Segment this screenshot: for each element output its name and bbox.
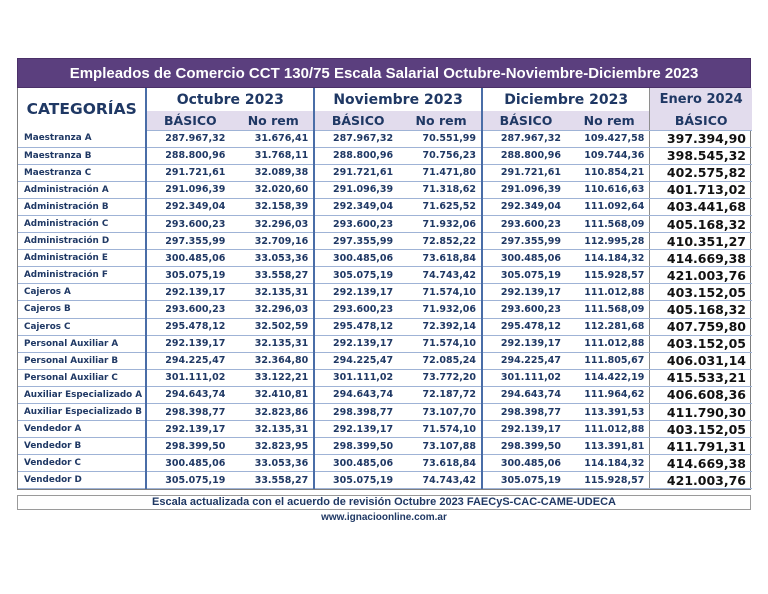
table-row	[18, 181, 752, 198]
table-row	[18, 369, 752, 386]
octubre-basico-cell: 291.096,39	[146, 181, 233, 198]
octubre-norem-cell: 31.676,41	[233, 130, 314, 147]
noviembre-basico-cell: 301.111,02	[314, 369, 401, 386]
octubre-norem-cell: 33.053,36	[233, 250, 314, 267]
octubre-basico-cell: 293.600,23	[146, 301, 233, 318]
octubre-basico-cell: 295.478,12	[146, 318, 233, 335]
category-cell: Maestranza A	[18, 130, 146, 147]
octubre-basico-cell: 294.643,74	[146, 386, 233, 403]
enero-basico-cell: 411.790,30	[650, 404, 752, 421]
diciembre-basico-cell: 294.643,74	[482, 386, 569, 403]
enero-header: Enero 2024	[650, 88, 752, 111]
enero-basico-cell: 403.152,05	[650, 421, 752, 438]
diciembre-basico-cell: 291.721,61	[482, 164, 569, 181]
octubre-basico-cell: 292.139,17	[146, 335, 233, 352]
diciembre-norem-cell: 115.928,57	[569, 472, 650, 489]
enero-basico-cell: 403.152,05	[650, 284, 752, 301]
octubre-basico-cell: 291.721,61	[146, 164, 233, 181]
noviembre-basico-header: BÁSICO	[314, 111, 401, 130]
enero-basico-cell: 411.791,31	[650, 438, 752, 455]
enero-basico-cell: 415.533,21	[650, 369, 752, 386]
noviembre-norem-cell: 70.551,99	[401, 130, 482, 147]
diciembre-basico-cell: 291.096,39	[482, 181, 569, 198]
diciembre-norem-cell: 114.184,32	[569, 455, 650, 472]
footer-note: Escala actualizada con el acuerdo de revisión Octubre 2023 FAECyS-CAC-CAME-UDECA	[17, 495, 751, 510]
category-cell: Personal Auxiliar B	[18, 352, 146, 369]
octubre-norem-cell: 33.558,27	[233, 472, 314, 489]
octubre-norem-cell: 32.296,03	[233, 301, 314, 318]
octubre-norem-cell: 32.364,80	[233, 352, 314, 369]
octubre-norem-cell: 33.053,36	[233, 455, 314, 472]
table-row	[18, 267, 752, 284]
category-cell: Administración F	[18, 267, 146, 284]
noviembre-norem-cell: 74.743,42	[401, 267, 482, 284]
noviembre-basico-cell: 293.600,23	[314, 215, 401, 232]
diciembre-norem-cell: 109.427,58	[569, 130, 650, 147]
octubre-basico-cell: 305.075,19	[146, 267, 233, 284]
diciembre-basico-cell: 297.355,99	[482, 233, 569, 250]
diciembre-norem-cell: 115.928,57	[569, 267, 650, 284]
enero-basico-header: BÁSICO	[650, 111, 752, 130]
category-cell: Auxiliar Especializado A	[18, 386, 146, 403]
enero-basico-cell: 414.669,38	[650, 455, 752, 472]
octubre-norem-cell: 33.558,27	[233, 267, 314, 284]
categorias-header: CATEGORÍAS	[18, 88, 146, 130]
enero-basico-cell: 406.031,14	[650, 352, 752, 369]
diciembre-norem-cell: 112.281,68	[569, 318, 650, 335]
table-row	[18, 335, 752, 352]
octubre-basico-cell: 300.485,06	[146, 250, 233, 267]
octubre-header: Octubre 2023	[146, 88, 314, 111]
diciembre-norem-cell: 110.854,21	[569, 164, 650, 181]
noviembre-basico-cell: 294.643,74	[314, 386, 401, 403]
enero-basico-cell: 421.003,76	[650, 472, 752, 489]
noviembre-norem-cell: 71.574,10	[401, 284, 482, 301]
category-cell: Administración D	[18, 233, 146, 250]
table-row	[18, 130, 752, 147]
table-row	[18, 164, 752, 181]
octubre-basico-cell: 287.967,32	[146, 130, 233, 147]
octubre-basico-cell: 300.485,06	[146, 455, 233, 472]
category-cell: Vendedor D	[18, 472, 146, 489]
noviembre-basico-cell: 305.075,19	[314, 472, 401, 489]
diciembre-norem-cell: 110.616,63	[569, 181, 650, 198]
diciembre-norem-cell: 114.184,32	[569, 250, 650, 267]
category-cell: Maestranza C	[18, 164, 146, 181]
noviembre-norem-cell: 72.392,14	[401, 318, 482, 335]
octubre-basico-cell: 292.139,17	[146, 284, 233, 301]
category-cell: Cajeros C	[18, 318, 146, 335]
enero-basico-cell: 401.713,02	[650, 181, 752, 198]
diciembre-basico-cell: 292.139,17	[482, 421, 569, 438]
octubre-basico-cell: 292.349,04	[146, 198, 233, 215]
diciembre-basico-cell: 293.600,23	[482, 301, 569, 318]
noviembre-header: Noviembre 2023	[314, 88, 482, 111]
octubre-basico-cell: 298.398,77	[146, 404, 233, 421]
noviembre-norem-cell: 71.318,62	[401, 181, 482, 198]
category-cell: Administración E	[18, 250, 146, 267]
octubre-basico-cell: 297.355,99	[146, 233, 233, 250]
table-row	[18, 438, 752, 455]
diciembre-norem-cell: 111.805,67	[569, 352, 650, 369]
octubre-basico-cell: 298.399,50	[146, 438, 233, 455]
octubre-basico-cell: 294.225,47	[146, 352, 233, 369]
noviembre-norem-cell: 74.743,42	[401, 472, 482, 489]
noviembre-norem-cell: 72.085,24	[401, 352, 482, 369]
enero-basico-cell: 398.545,32	[650, 147, 752, 164]
category-cell: Auxiliar Especializado B	[18, 404, 146, 421]
table-row	[18, 421, 752, 438]
noviembre-norem-cell: 71.625,52	[401, 198, 482, 215]
noviembre-basico-cell: 292.139,17	[314, 284, 401, 301]
table-wrapper	[17, 88, 751, 490]
table-row	[18, 318, 752, 335]
noviembre-basico-cell: 291.096,39	[314, 181, 401, 198]
diciembre-norem-cell: 111.012,88	[569, 284, 650, 301]
diciembre-norem-cell: 111.964,62	[569, 386, 650, 403]
noviembre-norem-cell: 73.618,84	[401, 250, 482, 267]
diciembre-basico-cell: 298.399,50	[482, 438, 569, 455]
category-cell: Personal Auxiliar A	[18, 335, 146, 352]
noviembre-norem-cell: 72.852,22	[401, 233, 482, 250]
octubre-norem-cell: 32.020,60	[233, 181, 314, 198]
noviembre-basico-cell: 298.398,77	[314, 404, 401, 421]
diciembre-norem-cell: 113.391,81	[569, 438, 650, 455]
octubre-norem-cell: 32.135,31	[233, 335, 314, 352]
diciembre-norem-cell: 111.092,64	[569, 198, 650, 215]
diciembre-norem-cell: 114.422,19	[569, 369, 650, 386]
octubre-norem-cell: 32.709,16	[233, 233, 314, 250]
enero-basico-cell: 406.608,36	[650, 386, 752, 403]
diciembre-basico-cell: 295.478,12	[482, 318, 569, 335]
table-row	[18, 352, 752, 369]
diciembre-norem-cell: 112.995,28	[569, 233, 650, 250]
diciembre-norem-cell: 113.391,53	[569, 404, 650, 421]
octubre-norem-cell: 31.768,11	[233, 147, 314, 164]
diciembre-norem-cell: 111.568,09	[569, 301, 650, 318]
noviembre-norem-cell: 72.187,72	[401, 386, 482, 403]
octubre-norem-cell: 32.823,95	[233, 438, 314, 455]
noviembre-norem-cell: 73.618,84	[401, 455, 482, 472]
diciembre-norem-cell: 111.012,88	[569, 335, 650, 352]
diciembre-header: Diciembre 2023	[482, 88, 650, 111]
noviembre-norem-header: No rem	[401, 111, 482, 130]
diciembre-basico-header: BÁSICO	[482, 111, 569, 130]
octubre-norem-cell: 32.823,86	[233, 404, 314, 421]
octubre-norem-cell: 32.502,59	[233, 318, 314, 335]
octubre-norem-cell: 32.135,31	[233, 421, 314, 438]
table-row	[18, 455, 752, 472]
noviembre-norem-cell: 71.574,10	[401, 421, 482, 438]
enero-basico-cell: 414.669,38	[650, 250, 752, 267]
diciembre-basico-cell: 288.800,96	[482, 147, 569, 164]
diciembre-basico-cell: 305.075,19	[482, 472, 569, 489]
table-row	[18, 301, 752, 318]
salary-sheet	[17, 58, 751, 523]
diciembre-basico-cell: 292.139,17	[482, 335, 569, 352]
diciembre-basico-cell: 294.225,47	[482, 352, 569, 369]
noviembre-norem-cell: 73.107,88	[401, 438, 482, 455]
enero-basico-cell: 421.003,76	[650, 267, 752, 284]
noviembre-basico-cell: 292.139,17	[314, 421, 401, 438]
diciembre-basico-cell: 292.349,04	[482, 198, 569, 215]
noviembre-norem-cell: 73.772,20	[401, 369, 482, 386]
enero-basico-cell: 397.394,90	[650, 130, 752, 147]
enero-basico-cell: 405.168,32	[650, 301, 752, 318]
diciembre-norem-cell: 111.012,88	[569, 421, 650, 438]
table-row	[18, 284, 752, 301]
enero-basico-cell: 410.351,27	[650, 233, 752, 250]
category-cell: Maestranza B	[18, 147, 146, 164]
salary-table	[18, 88, 752, 489]
category-cell: Vendedor B	[18, 438, 146, 455]
enero-basico-cell: 405.168,32	[650, 215, 752, 232]
noviembre-norem-cell: 71.932,06	[401, 215, 482, 232]
octubre-norem-cell: 32.158,39	[233, 198, 314, 215]
category-cell: Cajeros A	[18, 284, 146, 301]
category-cell: Administración C	[18, 215, 146, 232]
octubre-norem-cell: 32.135,31	[233, 284, 314, 301]
table-row	[18, 472, 752, 489]
noviembre-norem-cell: 73.107,70	[401, 404, 482, 421]
noviembre-basico-cell: 305.075,19	[314, 267, 401, 284]
noviembre-basico-cell: 292.349,04	[314, 198, 401, 215]
enero-basico-cell: 403.152,05	[650, 335, 752, 352]
category-cell: Administración B	[18, 198, 146, 215]
table-row	[18, 147, 752, 164]
table-row	[18, 386, 752, 403]
diciembre-basico-cell: 292.139,17	[482, 284, 569, 301]
noviembre-basico-cell: 300.485,06	[314, 250, 401, 267]
category-cell: Personal Auxiliar C	[18, 369, 146, 386]
octubre-basico-cell: 305.075,19	[146, 472, 233, 489]
category-cell: Vendedor A	[18, 421, 146, 438]
diciembre-basico-cell: 298.398,77	[482, 404, 569, 421]
category-cell: Administración A	[18, 181, 146, 198]
enero-basico-cell: 403.441,68	[650, 198, 752, 215]
diciembre-norem-header: No rem	[569, 111, 650, 130]
octubre-norem-cell: 32.296,03	[233, 215, 314, 232]
noviembre-basico-cell: 295.478,12	[314, 318, 401, 335]
noviembre-basico-cell: 293.600,23	[314, 301, 401, 318]
noviembre-norem-cell: 71.932,06	[401, 301, 482, 318]
octubre-norem-header: No rem	[233, 111, 314, 130]
enero-basico-cell: 402.575,82	[650, 164, 752, 181]
table-row	[18, 250, 752, 267]
noviembre-basico-cell: 294.225,47	[314, 352, 401, 369]
enero-basico-cell: 407.759,80	[650, 318, 752, 335]
noviembre-norem-cell: 71.471,80	[401, 164, 482, 181]
diciembre-basico-cell: 287.967,32	[482, 130, 569, 147]
noviembre-basico-cell: 292.139,17	[314, 335, 401, 352]
noviembre-basico-cell: 291.721,61	[314, 164, 401, 181]
diciembre-basico-cell: 300.485,06	[482, 250, 569, 267]
table-row	[18, 233, 752, 250]
noviembre-norem-cell: 70.756,23	[401, 147, 482, 164]
noviembre-basico-cell: 297.355,99	[314, 233, 401, 250]
footer-url: www.ignacioonline.com.ar	[321, 512, 447, 524]
noviembre-basico-cell: 288.800,96	[314, 147, 401, 164]
table-row	[18, 215, 752, 232]
noviembre-basico-cell: 300.485,06	[314, 455, 401, 472]
noviembre-norem-cell: 71.574,10	[401, 335, 482, 352]
octubre-basico-cell: 292.139,17	[146, 421, 233, 438]
octubre-basico-cell: 301.111,02	[146, 369, 233, 386]
octubre-basico-cell: 288.800,96	[146, 147, 233, 164]
diciembre-basico-cell: 300.485,06	[482, 455, 569, 472]
diciembre-basico-cell: 293.600,23	[482, 215, 569, 232]
category-cell: Cajeros B	[18, 301, 146, 318]
table-title: Empleados de Comercio CCT 130/75 Escala Salarial Octubre-Noviembre-Diciembre 2023	[17, 58, 751, 88]
noviembre-basico-cell: 298.399,50	[314, 438, 401, 455]
diciembre-basico-cell: 301.111,02	[482, 369, 569, 386]
diciembre-norem-cell: 111.568,09	[569, 215, 650, 232]
octubre-norem-cell: 32.089,38	[233, 164, 314, 181]
category-cell: Vendedor C	[18, 455, 146, 472]
octubre-basico-cell: 293.600,23	[146, 215, 233, 232]
octubre-norem-cell: 33.122,21	[233, 369, 314, 386]
diciembre-basico-cell: 305.075,19	[482, 267, 569, 284]
octubre-norem-cell: 32.410,81	[233, 386, 314, 403]
noviembre-basico-cell: 287.967,32	[314, 130, 401, 147]
diciembre-norem-cell: 109.744,36	[569, 147, 650, 164]
octubre-basico-header: BÁSICO	[146, 111, 233, 130]
table-row	[18, 404, 752, 421]
table-row	[18, 198, 752, 215]
